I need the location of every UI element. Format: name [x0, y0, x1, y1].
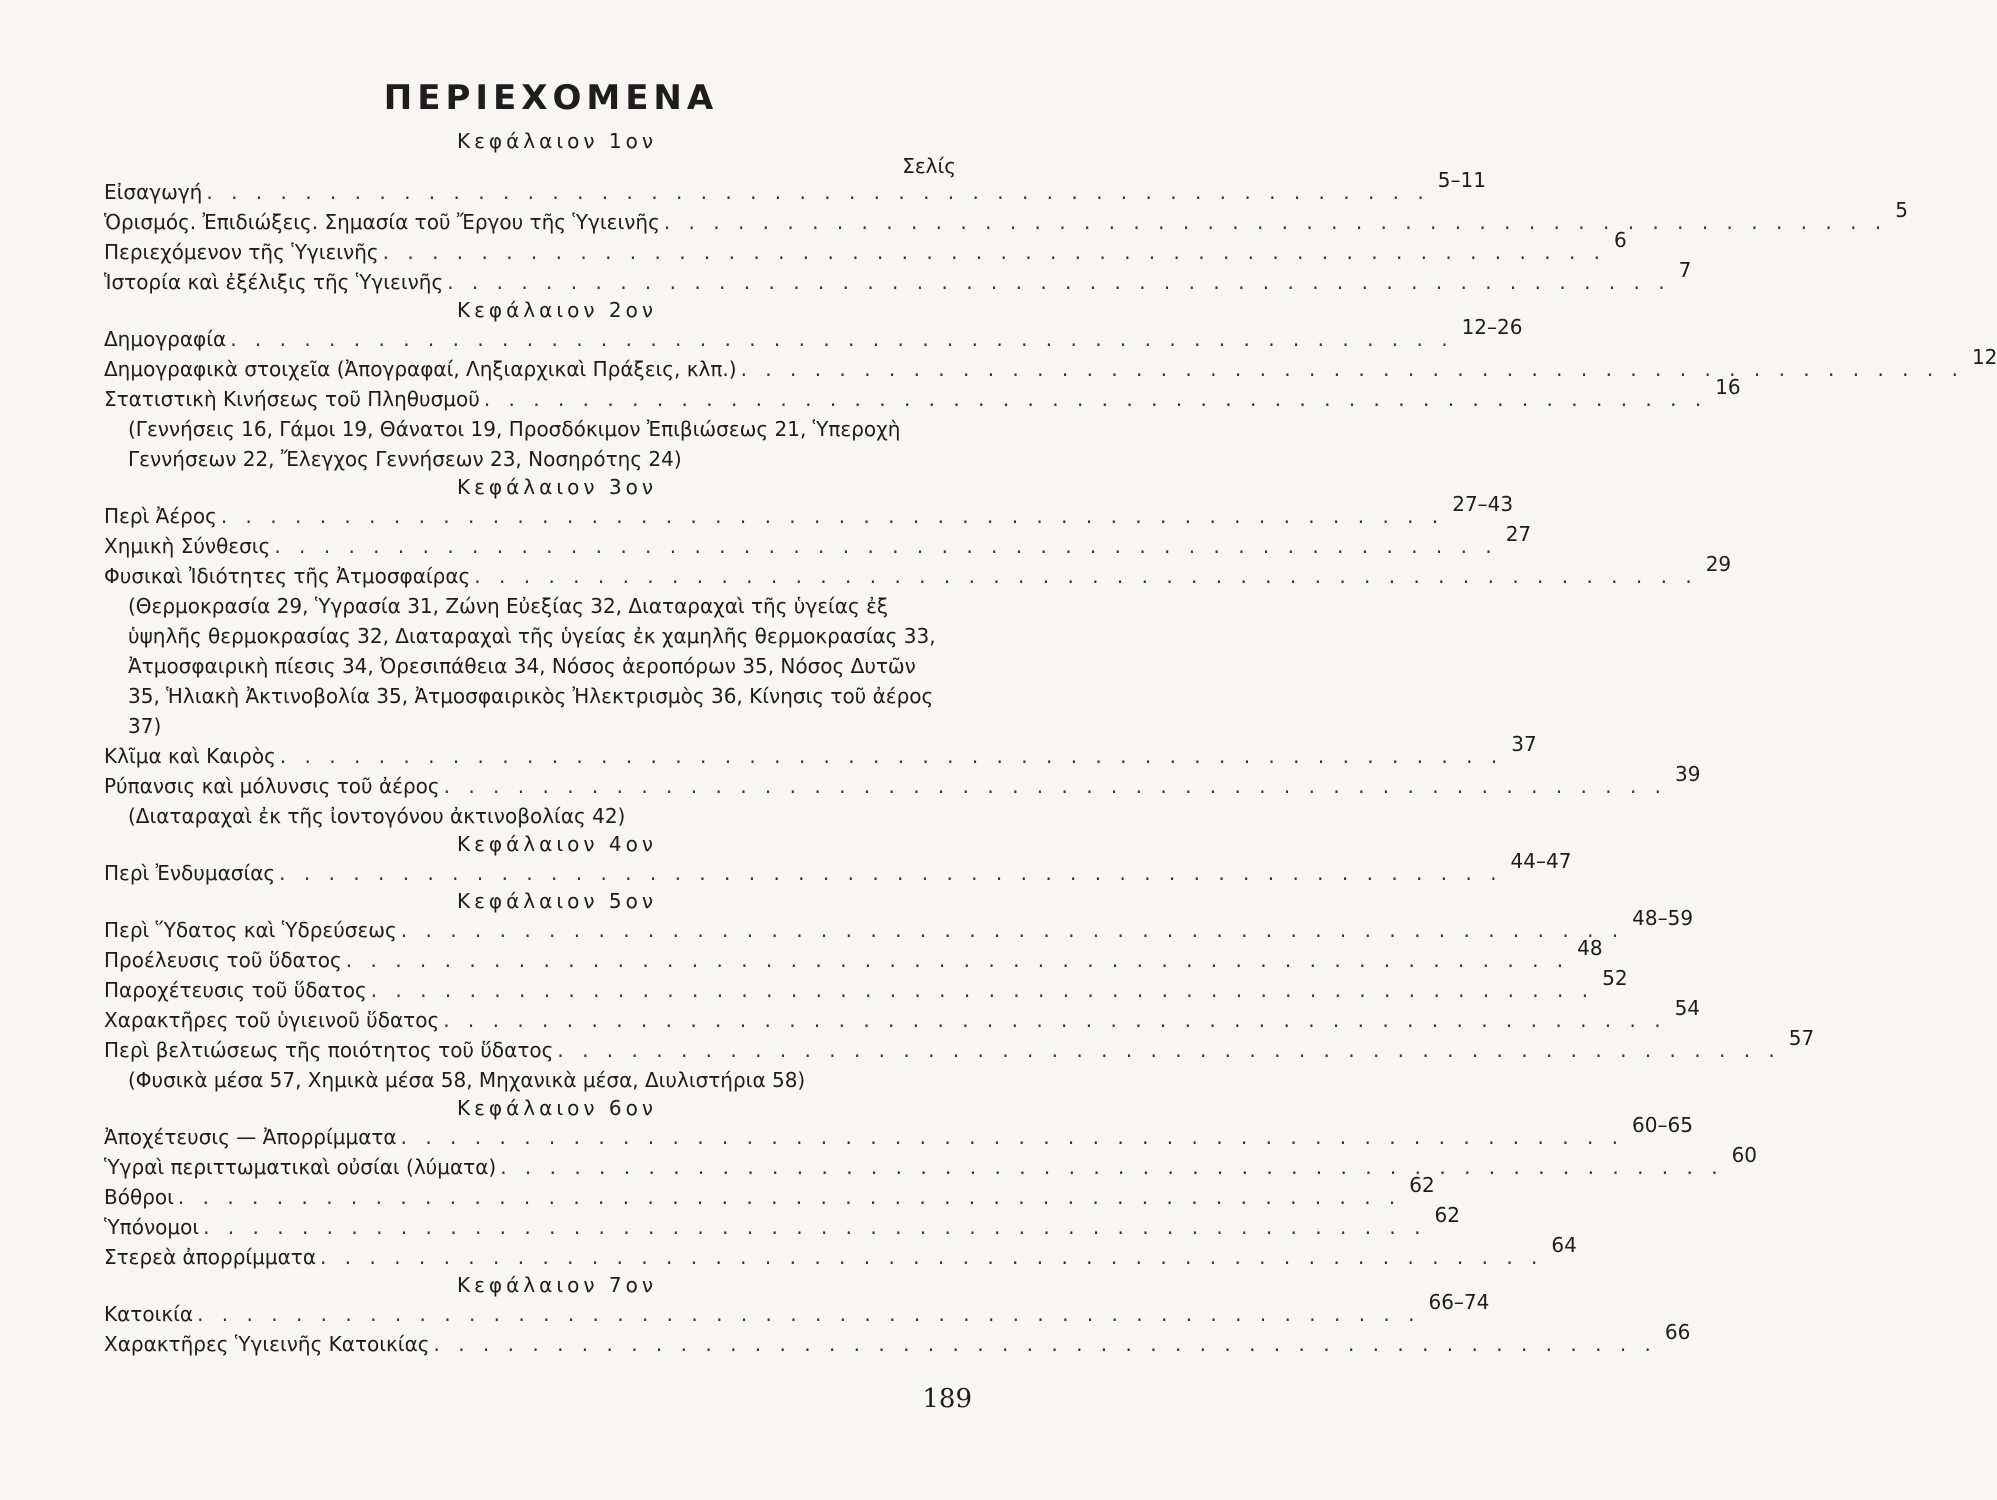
toc-entry-pages: 52: [1602, 966, 1628, 990]
toc-entry-label: Στερεὰ ἀπορρίμματα: [104, 1245, 317, 1269]
toc-subtopics-note: (Φυσικὰ μέσα 57, Χημικὰ μέσα 58, Μηχανικὰ μέσα, Διυλιστήρια 58): [128, 1068, 806, 1092]
dot-leader: . . . . . . . . . . . . . . . . . . . . . . . . . . . . . . . . . . . . . . . . . . . . . . . . . .: [500, 1155, 1724, 1179]
dot-leader: . . . . . . . . . . . . . . . . . . . . . . . . . . . . . . . . . . . . . . . . . . . . . . . . . .: [197, 1302, 1421, 1326]
dot-leader: . . . . . . . . . . . . . . . . . . . . . . . . . . . . . . . . . . . . . . . . . . . . . . . . . .: [345, 948, 1570, 972]
dot-leader: . . . . . . . . . . . . . . . . . . . . . . . . . . . . . . . . . . . . . . . . . . . . . . . . . .: [177, 1185, 1402, 1209]
toc-entry-label: Ἱστορία καὶ ἐξέλιξις τῆς Ὑγιεινῆς: [104, 270, 444, 294]
toc-entry: [104, 552, 1732, 591]
dot-leader: . . . . . . . . . . . . . . . . . . . . . . . . . . . . . . . . . . . . . . . . . . . . . . . . . .: [443, 1008, 1667, 1032]
toc-entry-pages: 62: [1434, 1203, 1460, 1227]
toc-entry: [104, 315, 1523, 354]
dot-leader: . . . . . . . . . . . . . . . . . . . . . . . . . . . . . . . . . . . . . . . . . . . . . . . . . .: [382, 240, 1607, 264]
toc-entry-label: Ρύπανσις καὶ μόλυνσις τοῦ ἀέρος: [104, 774, 440, 798]
toc-entry-pages: 39: [1675, 762, 1701, 786]
chapter-heading: Κεφάλαιον 6ον: [457, 1096, 657, 1120]
toc-subtopics-note: (Γεννήσεις 16, Γάμοι 19, Θάνατοι 19, Προσδόκιμον Ἐπιβιώσεως 21, Ὑπεροχὴ Γεννήσεων 22, Ἔλεγχος Γεννήσεων 23, Νοσηρότης 24): [128, 417, 901, 471]
toc-entry: [104, 996, 1701, 1035]
toc-entry-label: Κατοικία: [104, 1302, 194, 1326]
toc-entry-pages: 27–43: [1452, 492, 1514, 516]
toc-entry-pages: 29: [1705, 552, 1732, 576]
toc-entry-label: Εἰσαγωγή: [104, 180, 203, 204]
toc-subtopics-note: (Διαταραχαὶ ἐκ τῆς ἰοντογόνου ἀκτινοβολίας 42): [128, 804, 626, 828]
toc-entry-label: Περὶ βελτιώσεως τῆς ποιότητος τοῦ ὕδατος: [104, 1038, 554, 1062]
toc-entry-pages: 57: [1788, 1026, 1815, 1050]
toc-entry-label: Ὑπόνομοι: [104, 1215, 200, 1239]
dot-leader: . . . . . . . . . . . . . . . . . . . . . . . . . . . . . . . . . . . . . . . . . . . . . . . . . .: [663, 210, 1888, 234]
toc-entry: [104, 522, 1532, 561]
toc-subtopics-note: (Θερμοκρασία 29, Ὑγρασία 31, Ζώνη Εὐεξίας 32, Διαταραχαὶ τῆς ὑγείας ἐξ ὑψηλῆς θερμοκρασίας 32, Διαταραχαὶ τῆς ὑγείας ἐκ χαμηλῆς θερμοκρασίας 33, Ἀτμοσφαιρικὴ πίεσις 34, Ὀρεσιπάθεια 34, Νόσος ἀεροπόρων 35, Νόσος Δυτῶν 35, Ἡλιακὴ Ἀκτινοβολία 35, Ἀτμοσφαιρικὸς Ἠλεκτρισμὸς 36, Κίνησις τοῦ ἀέρος 37): [128, 594, 936, 738]
toc-entry: [104, 198, 1908, 237]
toc-entry-label: Βόθροι: [104, 1185, 174, 1209]
toc-entry-pages: 54: [1674, 996, 1701, 1020]
toc-entry: [104, 762, 1701, 801]
dot-leader: . . . . . . . . . . . . . . . . . . . . . . . . . . . . . . . . . . . . . . . . . . . . . . . . . .: [220, 504, 1445, 528]
toc-entry-label: Χαρακτῆρες Ὑγιεινῆς Κατοικίας: [104, 1332, 430, 1356]
toc-entry-pages: 60: [1731, 1143, 1758, 1167]
toc-entry-pages: 64: [1551, 1233, 1577, 1257]
toc-entry-pages: 5: [1895, 198, 1908, 222]
toc-entry-label: Δημογραφία: [104, 327, 227, 351]
toc-entry-label: Φυσικαὶ Ἰδιότητες τῆς Ἀτμοσφαίρας: [104, 564, 471, 588]
chapter-heading: Κεφάλαιον 7ον: [457, 1273, 657, 1297]
toc-entry-label: Χημικὴ Σύνθεσις: [104, 534, 271, 558]
toc-entry-pages: 7: [1678, 258, 1692, 282]
dot-leader: . . . . . . . . . . . . . . . . . . . . . . . . . . . . . . . . . . . . . . . . . . . . . . . . . .: [370, 978, 1595, 1002]
dot-leader: . . . . . . . . . . . . . . . . . . . . . . . . . . . . . . . . . . . . . . . . . . . . . . . . . .: [400, 918, 1625, 942]
toc-entry: [104, 1173, 1435, 1212]
toc-entry-pages: 48: [1577, 936, 1603, 960]
dot-leader: . . . . . . . . . . . . . . . . . . . . . . . . . . . . . . . . . . . . . . . . . . . . . . . . . .: [483, 387, 1708, 411]
toc-entry-pages: 12–26: [1461, 315, 1523, 339]
toc-entry-pages: 66–74: [1428, 1290, 1490, 1314]
dot-leader: . . . . . . . . . . . . . . . . . . . . . . . . . . . . . . . . . . . . . . . . . . . . . . . . . .: [320, 1245, 1544, 1269]
toc-entry-pages: 44–47: [1510, 849, 1572, 873]
toc-entry: [104, 966, 1628, 1005]
dot-leader: . . . . . . . . . . . . . . . . . . . . . . . . . . . . . . . . . . . . . . . . . . . . . . . . . .: [279, 861, 1503, 885]
toc-entry-label: Παροχέτευσις τοῦ ὕδατος: [104, 978, 367, 1002]
toc-entry: [104, 345, 1997, 384]
toc-entry-pages: 37: [1511, 732, 1537, 756]
dot-leader: . . . . . . . . . . . . . . . . . . . . . . . . . . . . . . . . . . . . . . . . . . . . . . . . . .: [206, 180, 1430, 204]
pages-column-header: Σελίς: [902, 154, 956, 178]
toc-entry-label: Ἀποχέτευσις — Ἀπορρίμματα: [104, 1125, 397, 1149]
toc-entry-label: Ὁρισμός. Ἐπιδιώξεις. Σημασία τοῦ Ἔργου τῆς Ὑγιεινῆς: [104, 210, 660, 234]
toc-entry-pages: 16: [1715, 375, 1741, 399]
toc-entry: [104, 1113, 1693, 1152]
toc-entry: [104, 228, 1627, 267]
toc-entry-label: Δημογραφικὰ στοιχεῖα (Ἀπογραφαί, Ληξιαρχικαὶ Πράξεις, κλπ.): [104, 357, 737, 381]
toc-entry-label: Κλῖμα καὶ Καιρὸς: [104, 744, 276, 768]
dot-leader: . . . . . . . . . . . . . . . . . . . . . . . . . . . . . . . . . . . . . . . . . . . . . . . . . .: [230, 327, 1454, 351]
toc-entry-label: Περὶ Ἀέρος: [104, 504, 217, 528]
toc-entry: [104, 732, 1537, 771]
chapter-heading: Κεφάλαιον 3ον: [457, 475, 657, 499]
chapter-heading: Κεφάλαιον 1ον: [457, 129, 657, 153]
toc-entry: [104, 492, 1514, 531]
toc-entry-label: Περὶ Ὕδατος καὶ Ὑδρεύσεως: [104, 918, 397, 942]
toc-entry: [104, 1026, 1815, 1065]
dot-leader: . . . . . . . . . . . . . . . . . . . . . . . . . . . . . . . . . . . . . . . . . . . . . . . . . .: [443, 774, 1668, 798]
toc-entry-pages: 60–65: [1632, 1113, 1693, 1137]
chapter-heading: Κεφάλαιον 4ον: [457, 832, 657, 856]
toc-entry: [104, 258, 1692, 297]
toc-entry-label: Στατιστικὴ Κινήσεως τοῦ Πληθυσμοῦ: [104, 387, 480, 411]
chapter-heading: Κεφάλαιον 2ον: [457, 298, 657, 322]
toc-entry-pages: 12: [1971, 345, 1997, 369]
toc-entry-pages: 5–11: [1437, 168, 1486, 192]
dot-leader: . . . . . . . . . . . . . . . . . . . . . . . . . . . . . . . . . . . . . . . . . . . . . . . . . .: [474, 564, 1698, 588]
dot-leader: . . . . . . . . . . . . . . . . . . . . . . . . . . . . . . . . . . . . . . . . . . . . . . . . . .: [557, 1038, 1781, 1062]
toc-entry: [104, 1320, 1691, 1359]
dot-leader: . . . . . . . . . . . . . . . . . . . . . . . . . . . . . . . . . . . . . . . . . . . . . . . . . .: [740, 357, 1964, 381]
toc-entry-label: Ὑγραὶ περιττωματικαὶ οὐσίαι (λύματα): [104, 1155, 497, 1179]
toc-entry-pages: 48–59: [1632, 906, 1694, 930]
toc-entry-pages: 62: [1409, 1173, 1435, 1197]
toc-entry-pages: 27: [1505, 522, 1532, 546]
dot-leader: . . . . . . . . . . . . . . . . . . . . . . . . . . . . . . . . . . . . . . . . . . . . . . . . . .: [279, 744, 1504, 768]
toc-entry: [104, 1290, 1490, 1329]
toc-entry: [104, 849, 1572, 888]
toc-entry: [104, 168, 1486, 207]
table-of-contents: [104, 128, 1997, 1359]
toc-entry: [104, 906, 1694, 945]
toc-entry-label: Προέλευσις τοῦ ὕδατος: [104, 948, 342, 972]
dot-leader: . . . . . . . . . . . . . . . . . . . . . . . . . . . . . . . . . . . . . . . . . . . . . . . . . .: [274, 534, 1498, 558]
toc-entry-pages: 6: [1614, 228, 1627, 252]
chapter-heading: Κεφάλαιον 5ον: [457, 889, 657, 913]
toc-entry: [104, 1143, 1758, 1182]
page-title: ΠΕΡΙΕΧΟΜΕΝΑ: [383, 78, 719, 118]
dot-leader: . . . . . . . . . . . . . . . . . . . . . . . . . . . . . . . . . . . . . . . . . . . . . . . . . .: [433, 1332, 1657, 1356]
toc-entry-label: Χαρακτῆρες τοῦ ὑγιεινοῦ ὕδατος: [104, 1008, 440, 1032]
toc-entry: [104, 375, 1741, 414]
toc-entry: [104, 1233, 1577, 1272]
toc-entry: [104, 1203, 1460, 1242]
toc-entry-label: Περὶ Ἐνδυμασίας: [104, 861, 276, 885]
page-number: 189: [922, 1384, 972, 1414]
toc-entry-pages: 66: [1664, 1320, 1691, 1344]
toc-entry-label: Περιεχόμενον τῆς Ὑγιεινῆς: [104, 240, 379, 264]
dot-leader: . . . . . . . . . . . . . . . . . . . . . . . . . . . . . . . . . . . . . . . . . . . . . . . . . .: [447, 270, 1671, 294]
dot-leader: . . . . . . . . . . . . . . . . . . . . . . . . . . . . . . . . . . . . . . . . . . . . . . . . . .: [203, 1215, 1427, 1239]
dot-leader: . . . . . . . . . . . . . . . . . . . . . . . . . . . . . . . . . . . . . . . . . . . . . . . . . .: [400, 1125, 1625, 1149]
toc-entry: [104, 936, 1603, 975]
